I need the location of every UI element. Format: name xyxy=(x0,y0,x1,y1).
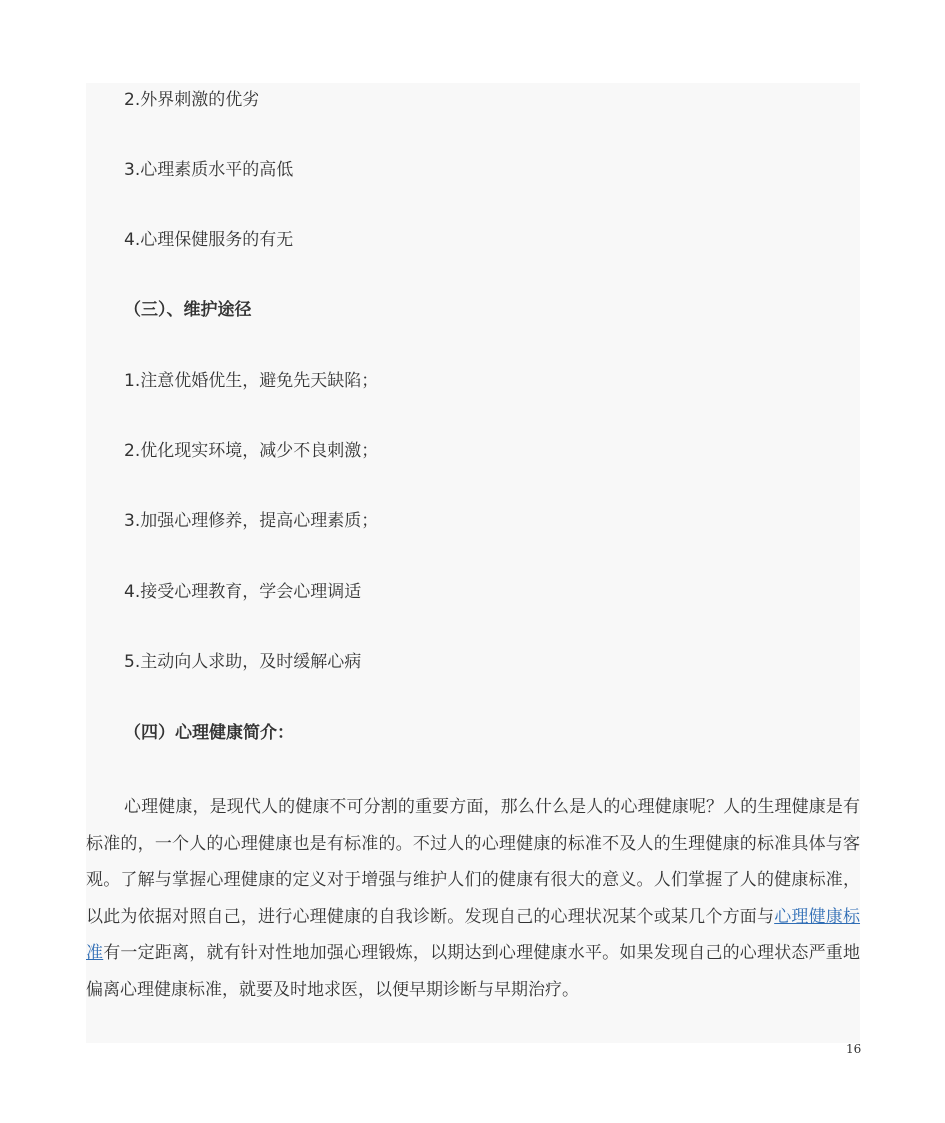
list-item: 4.接受心理教育，学会心理调适 xyxy=(124,582,362,602)
list-item: 3.心理素质水平的高低 xyxy=(124,160,294,180)
page-number: 16 xyxy=(846,1042,862,1056)
list-item: 4.心理保健服务的有无 xyxy=(124,230,294,250)
section-heading-introduction: （四）心理健康简介： xyxy=(124,723,294,743)
list-item: 5.主动向人求助，及时缓解心病 xyxy=(124,652,362,672)
paragraph-text: 有一定距离，就有针对性地加强心理锻炼，以期达到心理健康水平。如果发现自己的心理状态严重地偏离心理健康标准，就要及时地求医，以便早期诊断与早期治疗。 xyxy=(86,943,861,1000)
list-item: 2.外界刺激的优劣 xyxy=(124,90,260,110)
list-item: 1.注意优婚优生，避免先天缺陷； xyxy=(124,371,379,391)
paragraph-text: 心理健康，是现代人的健康不可分割的重要方面，那么什么是人的心理健康呢？人的生理健康是有标准的，一个人的心理健康也是有标准的。不过人的心理健康的标准不及人的生理健康的标准具体与客观。了解与掌握心理健康的定义对于增强与维护人们的健康有很大的意义。人们掌握了人的健康标准，以此为依据对照自己，进行心理健康的自我诊断。发现自己的心理状况某个或某几个方面与 xyxy=(86,797,860,927)
mental-health-standard-link[interactable]: 心理健康标准 xyxy=(86,906,861,963)
list-item: 2.优化现实环境，减少不良刺激； xyxy=(124,441,379,461)
list-item: 3.加强心理修养，提高心理素质； xyxy=(124,511,379,531)
body-paragraph xyxy=(86,789,860,1008)
section-heading-maintenance: （三）、维护途径 xyxy=(124,300,252,320)
